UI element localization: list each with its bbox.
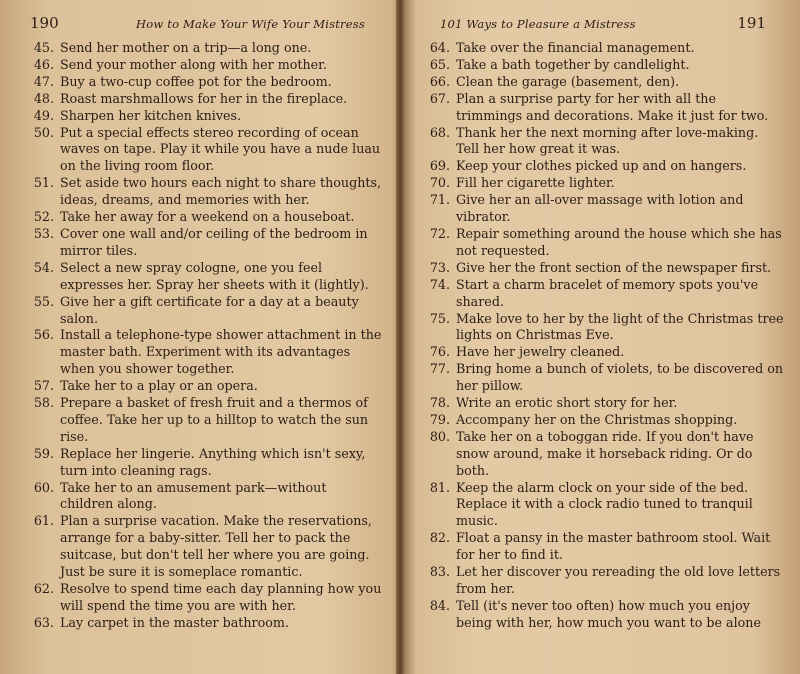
item-text: Plan a surprise vacation. Make the reservations, arrange for a baby-sitter. Tell her to pack the suitcase, but don't tell her where you are going. Just be sure it is someplace romantic.: [60, 513, 372, 580]
item-number: 49.: [33, 107, 54, 123]
list-item: [422, 125, 784, 159]
list-item: [26, 260, 382, 294]
list-item: [422, 598, 784, 632]
item-text: Accompany her on the Christmas shopping.: [456, 411, 738, 427]
right-page-header: [422, 14, 784, 36]
item-number: 66.: [429, 73, 450, 89]
item-number: 54.: [33, 259, 54, 275]
item-number: 65.: [429, 56, 450, 72]
list-item: [26, 327, 382, 378]
list-item: [26, 209, 382, 226]
left-page: [0, 0, 396, 674]
item-text: Keep the alarm clock on your side of the bed. Replace it with a clock radio tuned to tranquil music.: [456, 479, 753, 529]
item-number: 81.: [429, 479, 450, 495]
item-number: 52.: [33, 209, 54, 225]
left-page-header: [26, 14, 382, 36]
item-number: 57.: [33, 378, 54, 394]
item-number: 72.: [429, 225, 450, 241]
item-text: Give her the front section of the newspaper first.: [456, 259, 772, 275]
item-number: 73.: [429, 259, 450, 275]
list-item: [422, 564, 784, 598]
item-text: Give her an all-over massage with lotion and vibrator.: [456, 192, 744, 225]
right-page-number: 191: [737, 14, 766, 32]
list-item: [422, 74, 784, 91]
item-number: 76.: [429, 344, 450, 360]
item-text: Install a telephone-type shower attachment in the master bath. Experiment with its advantages when you shower together.: [60, 327, 382, 377]
item-text: Let her discover you rereading the old love letters from her.: [456, 564, 781, 596]
list-item: [422, 260, 784, 277]
list-item: [422, 344, 784, 361]
list-item: [422, 57, 784, 74]
item-number: 67.: [429, 90, 450, 106]
item-number: 75.: [429, 310, 450, 326]
item-text: Repair something around the house which she has not requested.: [456, 225, 782, 258]
item-number: 56.: [33, 327, 54, 343]
list-item: [26, 480, 382, 514]
item-text: Take her to an amusement park—without children along.: [60, 479, 327, 512]
item-text: Cover one wall and/or ceiling of the bedroom in mirror tiles.: [60, 225, 368, 258]
list-item: [26, 57, 382, 74]
item-text: Thank her the next morning after love-making. Tell her how great it was.: [456, 124, 759, 157]
list-item: [26, 294, 382, 328]
item-text: Put a special effects stereo recording of ocean waves on tape. Play it while you have a nude luau on the living room floor.: [60, 124, 381, 174]
item-number: 60.: [33, 479, 54, 495]
list-item: [422, 192, 784, 226]
item-number: 45.: [33, 40, 54, 55]
list-item: [422, 395, 784, 412]
item-number: 47.: [33, 73, 54, 89]
item-number: 46.: [33, 56, 54, 72]
list-item: [422, 40, 784, 57]
list-item: [422, 412, 784, 429]
item-text: Write an erotic short story for her.: [456, 395, 678, 411]
item-text: Fill her cigarette lighter.: [456, 175, 615, 191]
item-number: 64.: [429, 40, 450, 55]
list-item: [26, 125, 382, 176]
item-number: 61.: [33, 513, 54, 529]
left-running-title: How to Make Your Wife Your Mistress: [136, 17, 365, 31]
list-item: [422, 361, 784, 395]
item-text: Start a charm bracelet of memory spots you've shared.: [456, 276, 759, 309]
item-text: Float a pansy in the master bathroom stool. Wait for her to find it.: [456, 530, 771, 563]
item-text: Make love to her by the light of the Christmas tree lights on Christmas Eve.: [456, 310, 784, 343]
item-text: Take her on a toboggan ride. If you don't have snow around, make it horseback riding. Or do both.: [456, 428, 754, 478]
list-item: [422, 226, 784, 260]
list-item: [26, 395, 382, 446]
list-item: [26, 108, 382, 125]
item-number: 63.: [33, 614, 54, 630]
item-number: 84.: [429, 597, 450, 613]
item-text: Plan a surprise party for her with all the trimmings and decorations. Make it just for two.: [456, 90, 769, 123]
item-number: 58.: [33, 395, 54, 411]
item-number: 53.: [33, 225, 54, 241]
item-text: Buy a two-cup coffee pot for the bedroom.: [60, 73, 332, 89]
item-number: 50.: [33, 124, 54, 140]
item-text: Tell (it's never too often) how much you enjoy being with her, how much you want to be alone: [456, 597, 761, 630]
list-item: [422, 311, 784, 345]
item-text: Take a bath together by candlelight.: [456, 56, 690, 72]
item-text: Have her jewelry cleaned.: [456, 344, 625, 360]
list-item: [26, 40, 382, 57]
item-number: 59.: [33, 445, 54, 461]
item-text: Take her away for a weekend on a houseboat.: [60, 209, 355, 225]
item-number: 78.: [429, 395, 450, 411]
list-item: [26, 615, 382, 632]
list-item: [422, 429, 784, 480]
item-number: 62.: [33, 581, 54, 596]
right-running-title: 101 Ways to Pleasure a Mistress: [440, 17, 636, 31]
item-text: Lay carpet in the master bathroom.: [60, 614, 289, 630]
item-number: 69.: [429, 158, 450, 174]
list-item: [422, 277, 784, 311]
item-number: 51.: [33, 175, 54, 191]
item-number: 82.: [429, 530, 450, 546]
right-page: [404, 0, 800, 674]
item-text: Send your mother along with her mother.: [60, 56, 327, 72]
item-text: Set aside two hours each night to share thoughts, ideas, dreams, and memories with her.: [60, 175, 382, 208]
item-text: Roast marshmallows for her in the fireplace.: [60, 90, 348, 106]
list-item: [26, 446, 382, 480]
list-item: [26, 74, 382, 91]
item-number: 55.: [33, 293, 54, 309]
list-item: [422, 158, 784, 175]
item-number: 71.: [429, 192, 450, 208]
item-text: Clean the garage (basement, den).: [456, 73, 680, 89]
item-number: 68.: [429, 124, 450, 140]
list-item: [422, 91, 784, 125]
list-item: [26, 513, 382, 581]
list-item: [26, 581, 382, 615]
left-page-number: 190: [30, 14, 59, 32]
list-item: [422, 530, 784, 564]
list-item: [422, 480, 784, 531]
item-text: Select a new spray cologne, one you feel expresses her. Spray her sheets with it (lightly).: [60, 259, 369, 292]
item-text: Bring home a bunch of violets, to be discovered on her pillow.: [456, 361, 784, 394]
item-text: Take over the financial management.: [456, 40, 695, 55]
list-item: [422, 175, 784, 192]
item-text: Give her a gift certificate for a day at a beauty salon.: [60, 293, 359, 326]
item-text: Sharpen her kitchen knives.: [60, 107, 242, 123]
list-item: [26, 378, 382, 395]
item-text: Replace her lingerie. Anything which isn't sexy, turn into cleaning rags.: [60, 445, 366, 478]
list-item: [26, 226, 382, 260]
item-text: Send her mother on a trip—a long one.: [60, 40, 312, 55]
item-text: Keep your clothes picked up and on hangers.: [456, 158, 747, 174]
right-item-list: [422, 40, 784, 632]
list-item: [26, 91, 382, 108]
item-text: Resolve to spend time each day planning how you will spend the time you are with her.: [60, 581, 382, 613]
left-item-list: [26, 40, 382, 632]
item-number: 70.: [429, 175, 450, 191]
item-number: 74.: [429, 276, 450, 292]
item-number: 80.: [429, 428, 450, 444]
item-number: 77.: [429, 361, 450, 377]
item-text: Take her to a play or an opera.: [60, 378, 258, 394]
list-item: [26, 175, 382, 209]
item-number: 48.: [33, 90, 54, 106]
item-number: 79.: [429, 411, 450, 427]
item-number: 83.: [429, 564, 450, 580]
book-spine: [396, 0, 404, 674]
item-text: Prepare a basket of fresh fruit and a thermos of coffee. Take her up to a hilltop to watch the sun rise.: [60, 395, 369, 444]
